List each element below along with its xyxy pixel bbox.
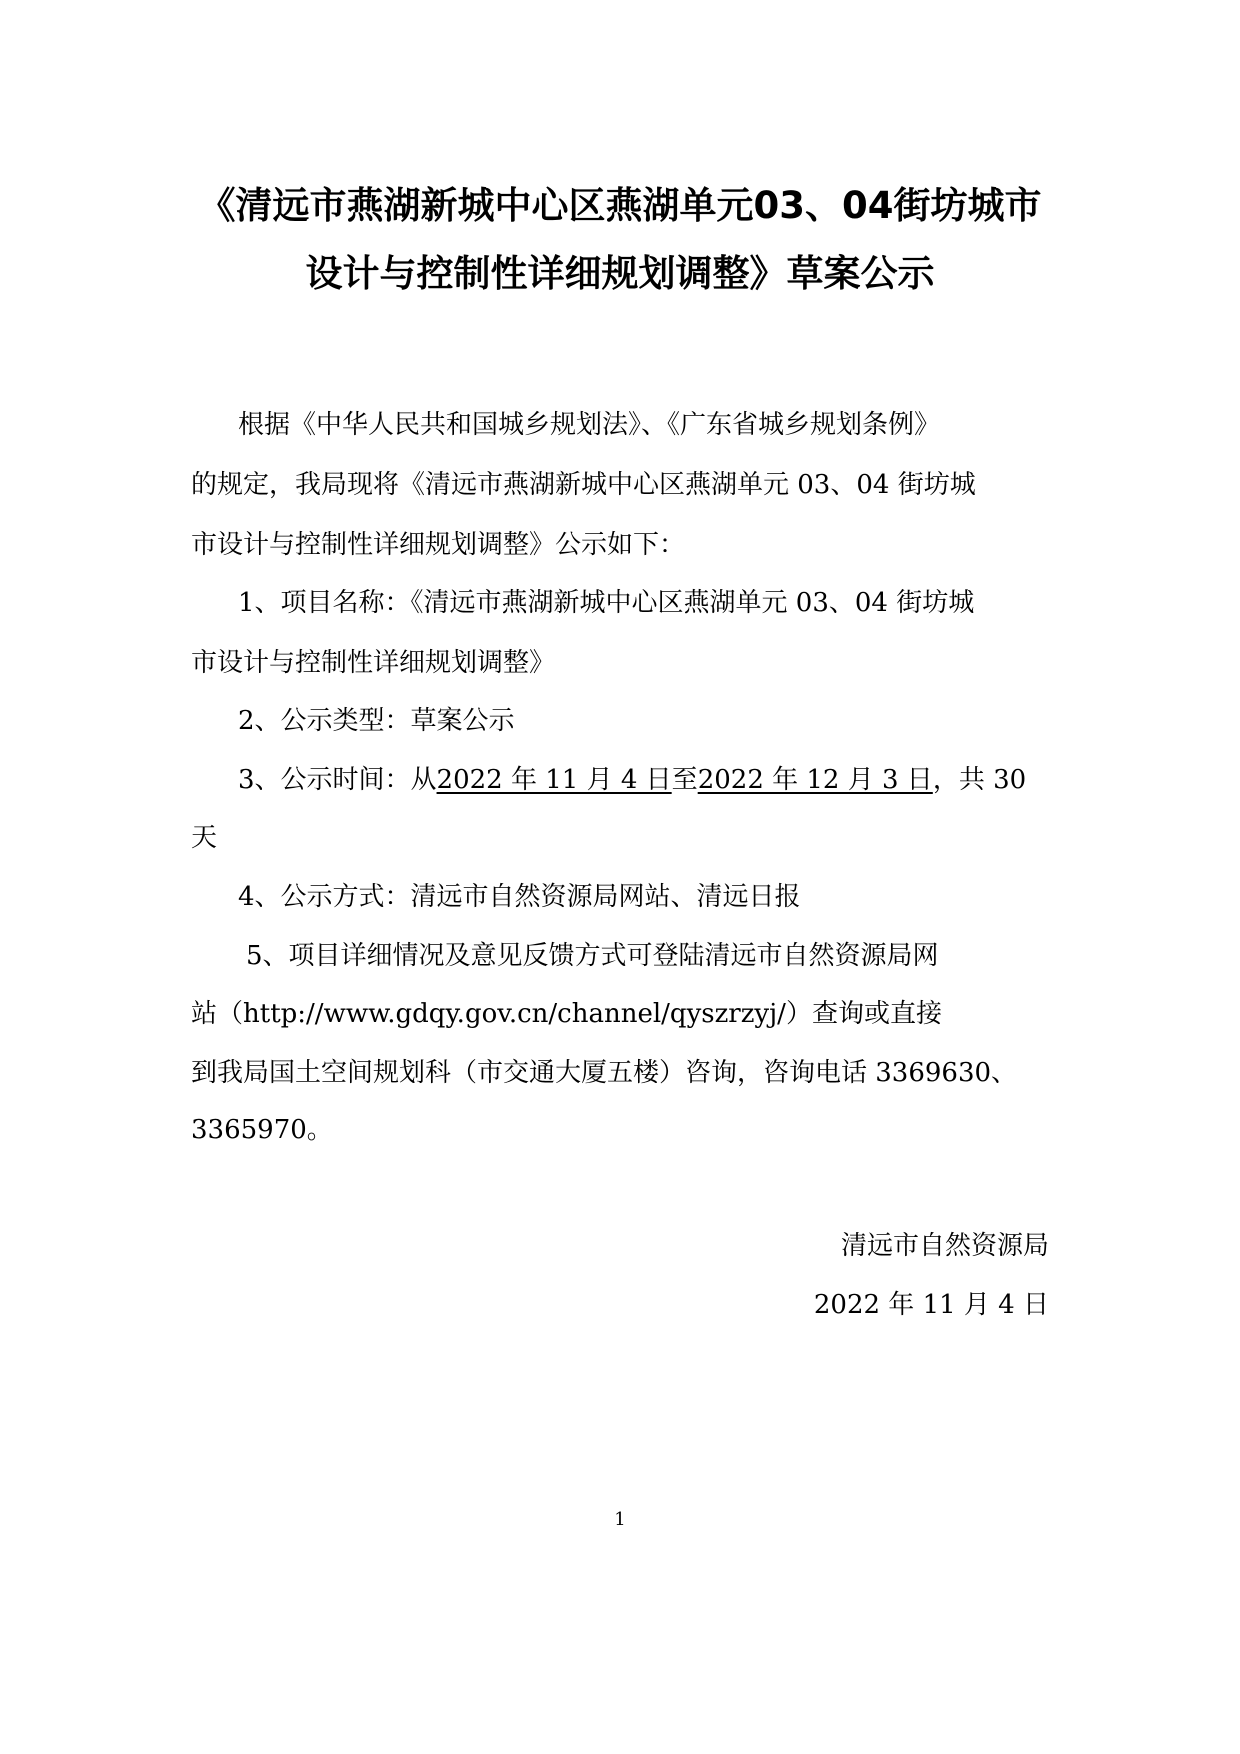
item-1-line-1: 1、项目名称：《清远市燕湖新城中心区燕湖单元 03、04 街坊城 [238,588,975,618]
intro-line-2: 的规定，我局现将《清远市燕湖新城中心区燕湖单元 03、04 街坊城 [191,470,976,500]
item-3-suffix: ，共 30 [932,765,1027,795]
item-3-prefix: 3、公示时间：从 [238,765,437,795]
issuer-name: 清远市自然资源局 [840,1231,1049,1261]
item-3-line-1 [238,760,1026,800]
document-title-line-2: 设计与控制性详细规划调整》草案公示 [305,252,935,295]
intro-line-3: 市设计与控制性详细规划调整》公示如下： [191,530,686,560]
publicity-start-date: 2022 年 11 月 4 日 [436,765,672,795]
page-number: 1 [614,1509,626,1530]
item-5-line-3: 到我局国土空间规划科（市交通大厦五楼）咨询，咨询电话 3369630、 [191,1058,1018,1088]
item-3-mid: 至 [671,765,698,795]
item-5-line-4: 3365970。 [191,1115,333,1145]
item-3-line-2: 天 [191,823,218,853]
issue-date: 2022 年 11 月 4 日 [813,1290,1049,1320]
publicity-end-date: 2022 年 12 月 3 日 [697,765,933,795]
item-2: 2、公示类型：草案公示 [238,706,515,736]
item-4: 4、公示方式：清远市自然资源局网站、清远日报 [238,882,801,912]
item-1-line-2: 市设计与控制性详细规划调整》 [191,648,556,678]
item-5-line-1: 5、项目详细情况及意见反馈方式可登陆清远市自然资源局网 [246,941,939,971]
item-5-line-2: 站（http://www.gdqy.gov.cn/channel/qyszrzyj/）查询或直接 [191,999,942,1029]
intro-line-1: 根据《中华人民共和国城乡规划法》、《广东省城乡规划条例》 [238,410,941,440]
document-title-line-1: 《清远市燕湖新城中心区燕湖单元03、04街坊城市 [198,184,1042,227]
